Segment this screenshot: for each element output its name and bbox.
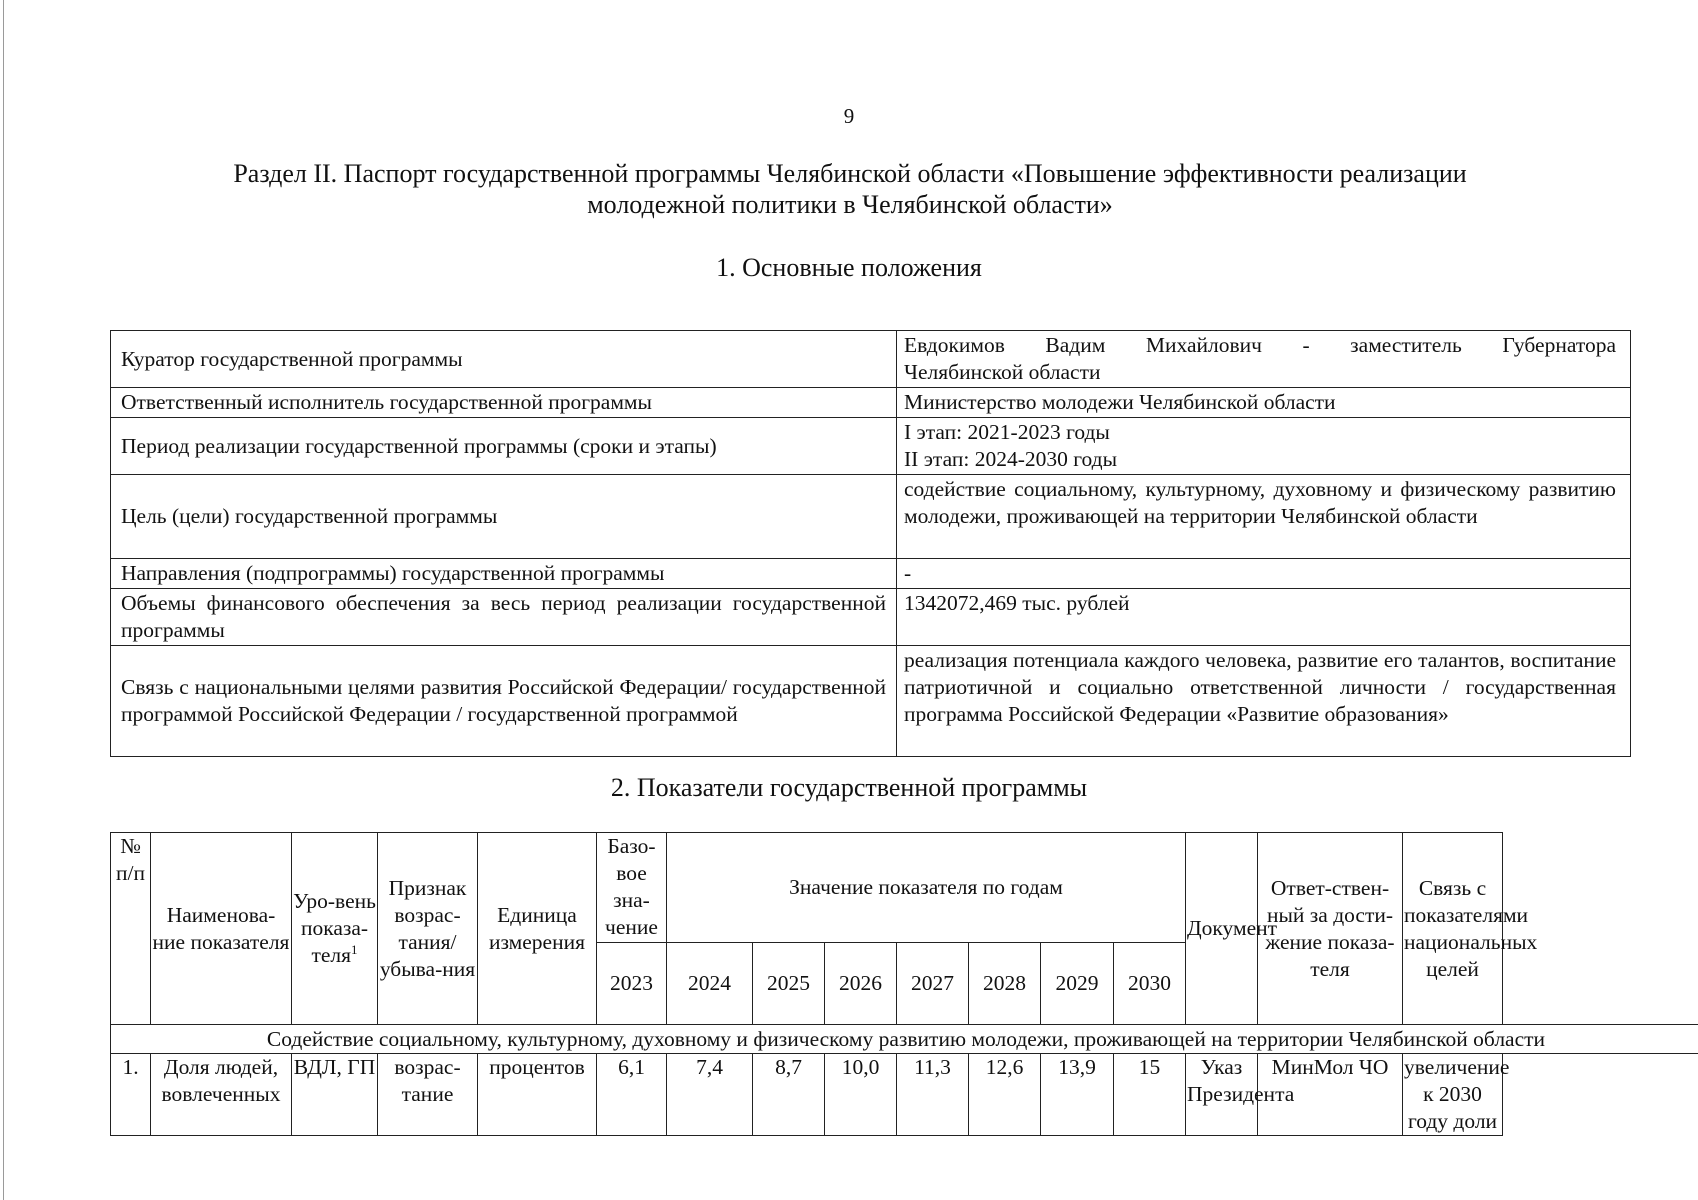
row-name: Доля людей, вовлеченных [151,1054,292,1136]
table-row [111,1054,1698,1136]
passport-row-period [111,418,1631,475]
indicators-header-row [111,833,1698,943]
row-value: 12,6 [969,1054,1041,1136]
passport-value-line: Евдокимов Вадим Михайлович - заместитель Губернатора [904,333,1616,357]
year-cell: 2026 [825,943,897,1025]
year-cell: 2025 [753,943,825,1025]
row-num: 1. [111,1054,151,1136]
heading-indicators: 2. Показатели государственной программы [610,773,1088,802]
row-value: 11,3 [897,1054,969,1136]
header-values-by-year: Значение показателя по годам [667,833,1186,943]
passport-row-funding [111,589,1631,646]
passport-value [897,418,1631,475]
passport-value [897,475,1631,559]
passport-value-line: реализация потенциала каждого человека, развитие его талантов, воспитание патриотичной и социально ответственной личности / государственная программа Российской Федерации «Развитие образования» [904,648,1616,726]
passport-value-line: Челябинской области [904,360,1101,384]
passport-value-line: I этап: 2021-2023 годы [904,420,1110,444]
header-level [292,833,378,1025]
row-value: 13,9 [1041,1054,1114,1136]
row-link: увеличение к 2030 году доли [1403,1054,1503,1136]
row-trend: возрас-тание [378,1054,478,1136]
year-cell: 2029 [1041,943,1114,1025]
passport-row-directions [111,559,1631,589]
passport-label: Период реализации государственной программы (сроки и этапы) [111,418,897,475]
row-value: 15 [1114,1054,1186,1136]
header-unit: Единица измерения [478,833,597,1025]
year-cell: 2023 [597,943,667,1025]
passport-row-executor [111,388,1631,418]
indicators-group-row [111,1025,1698,1054]
year-cell: 2028 [969,943,1041,1025]
passport-label: Куратор государственной программы [111,331,897,388]
indicators-table [110,832,1698,1136]
section-title-line-1: Раздел II. Паспорт государственной программы Челябинской области «Повышение эффективности реализации [233,159,1467,188]
passport-value [897,589,1631,646]
passport-label: Ответственный исполнитель государственной программы [111,388,897,418]
passport-label: Цель (цели) государственной программы [111,475,897,559]
header-responsible: Ответ-ствен-ный за дости-жение показа-теля [1258,833,1403,1025]
section-title-line-2: молодежной политики в Челябинской области» [587,190,1113,219]
header-base: Базо-вое зна-чение [597,833,667,943]
year-cell: 2027 [897,943,969,1025]
header-name: Наименова-ние показателя [151,833,292,1025]
passport-value-line: 1342072,469 тыс. рублей [904,591,1130,615]
row-document: Указ Президента [1186,1054,1258,1136]
passport-label [111,589,897,646]
passport-value-line: содействие социальному, культурному, духовному и физическому развитию молодежи, проживающей на территории Челябинской области [904,477,1616,528]
section-title [150,158,1550,220]
passport-label-text: Связь с национальными целями развития Российской Федерации/ государственной программой Российской Федерации / государственной программой [121,675,886,726]
passport-value [897,559,1631,589]
passport-label [111,646,897,757]
header-trend: Признак возрас-тания/ убыва-ния [378,833,478,1025]
passport-value-line: II этап: 2024-2030 годы [904,447,1118,471]
year-cell: 2030 [1114,943,1186,1025]
page-number: 9 [843,104,855,128]
passport-row-goal [111,475,1631,559]
group-title: Содействие социальному, культурному, духовному и физическому развитию молодежи, проживающей на территории Челябинской области [111,1025,1698,1054]
row-value: 6,1 [597,1054,667,1136]
passport-label-text: Объемы финансового обеспечения за весь период реализации государственной программы [121,591,886,642]
passport-table [110,330,1631,757]
row-value: 7,4 [667,1054,753,1136]
passport-value-line: Министерство молодежи Челябинской области [904,390,1336,414]
row-responsible: МинМол ЧО [1258,1054,1403,1136]
passport-label: Направления (подпрограммы) государственной программы [111,559,897,589]
row-value: 8,7 [753,1054,825,1136]
footnote-marker: 1 [351,941,358,957]
passport-row-curator [111,331,1631,388]
passport-value [897,646,1631,757]
passport-value [897,331,1631,388]
passport-value-line: - [904,561,912,585]
heading-main-provisions: 1. Основные положения [716,253,982,282]
header-level-text: Уро-вень показа-теля [293,889,376,967]
row-level: ВДЛ, ГП [292,1054,378,1136]
page-edge-line [3,0,4,1200]
row-value: 10,0 [825,1054,897,1136]
header-link: Связь с показателями национальных целей [1403,833,1503,1025]
row-unit: процентов [478,1054,597,1136]
passport-value [897,388,1631,418]
header-num: № п/п [111,833,151,1025]
passport-row-national-goals [111,646,1631,757]
year-cell: 2024 [667,943,753,1025]
header-document: Документ [1186,833,1258,1025]
